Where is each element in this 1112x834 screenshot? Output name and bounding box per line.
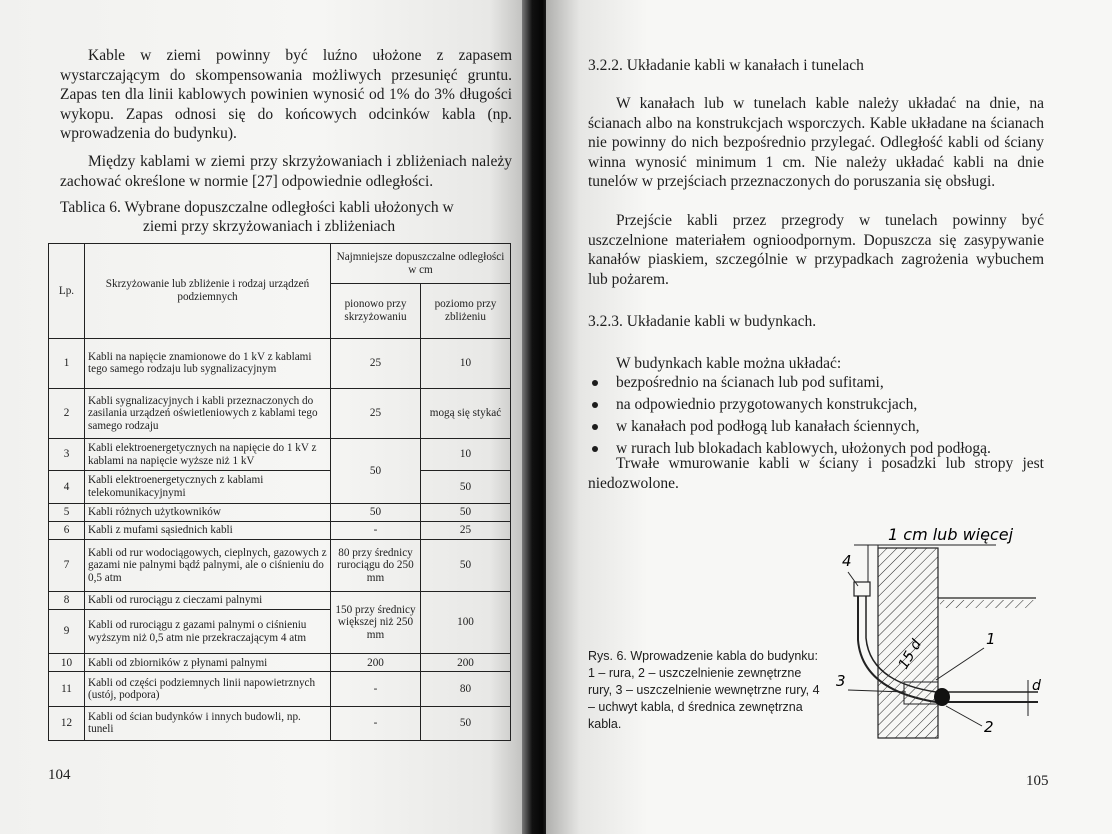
cell-description: Kabli od rurociągu z cieczami palnymi <box>85 592 331 610</box>
cell-horizontal: 80 <box>421 672 511 706</box>
cell-lp: 10 <box>49 654 85 672</box>
cell-description: Kabli od ścian budynków i innych budowli, np. tuneli <box>85 706 331 740</box>
cell-lp: 11 <box>49 672 85 706</box>
table-row <box>49 539 511 591</box>
cell-horizontal: 10 <box>421 439 511 471</box>
section-title-channels: 3.2.2. Układanie kabli w kanałach i tunelach <box>588 57 864 74</box>
cell-lp: 4 <box>49 471 85 503</box>
cell-horizontal: 200 <box>421 654 511 672</box>
cell-vertical: 50 <box>331 503 421 521</box>
cell-description: Kabli sygnalizacyjnych i kabli przeznaczonych do zasilania urządzeń oświetleniowych z kablami tego samego rodzaju <box>85 388 331 438</box>
header-horizontal: poziomo przy zbliżeniu <box>421 284 511 338</box>
table-row <box>49 338 511 388</box>
cell-lp: 9 <box>49 610 85 654</box>
bullet-list <box>588 372 1044 460</box>
cell-vertical: 150 przy średnicy większej niż 250 mm <box>331 592 421 654</box>
cell-lp: 6 <box>49 521 85 539</box>
cell-lp: 1 <box>49 338 85 388</box>
cell-horizontal: mogą się stykać <box>421 388 511 438</box>
table-row <box>49 592 511 610</box>
page-number-right: 105 <box>1026 773 1049 789</box>
cell-description: Kabli na napięcie znamionowe do 1 kV z kablami tego samego rodzaju lub sygnalizacyjnym <box>85 338 331 388</box>
header-vertical: pionowo przy skrzyżowaniu <box>331 284 421 338</box>
section-title-buildings: 3.2.3. Układanie kabli w budynkach. <box>588 313 817 330</box>
label-top-dimension: 1 cm lub więcej <box>888 525 1014 544</box>
cell-horizontal: 50 <box>421 471 511 503</box>
leader-4 <box>848 572 858 586</box>
cell-description: Kabli elektroenergetycznych na napięcie do 1 kV z kablami na napięcie wyższe niż 1 kV <box>85 439 331 471</box>
cell-horizontal: 50 <box>421 503 511 521</box>
label-4: 4 <box>842 552 852 570</box>
figure-caption: Rys. 6. Wprowadzenie kabla do budynku: 1 – rura, 2 – uszczelnienie zewnętrzne rury, 3 – uszczelnienie wewnętrzne rury, 4 – uchwyt kabla, d średnica zewnętrzna kabla. <box>588 649 820 731</box>
cell-description: Kabli z mufami sąsiednich kabli <box>85 521 331 539</box>
cell-horizontal: 10 <box>421 338 511 388</box>
table-row <box>49 706 511 740</box>
cell-vertical: 50 <box>331 439 421 503</box>
cell-vertical: - <box>331 521 421 539</box>
table-row <box>49 503 511 521</box>
page-number-left: 104 <box>48 767 71 783</box>
label-2: 2 <box>984 718 994 736</box>
cell-description: Kabli od rur wodociągowych, cieplnych, gazowych z gazami nie palnymi bądź palnymi, ale o ciśnieniu do 0,5 atm <box>85 539 331 591</box>
label-1: 1 <box>986 630 996 648</box>
cell-description: Kabli różnych użytkowników <box>85 503 331 521</box>
paragraph-partitions: Przejście kabli przez przegrody w tunelach powinny być uszczelnione materiałem ognioodpornym. Dopuszcza się zasypywanie kanałów piaskiem, szczególnie w przypadkach zagrożenia wybuchem lub pożarem. <box>588 212 1044 288</box>
cell-vertical: - <box>331 706 421 740</box>
cell-vertical: 200 <box>331 654 421 672</box>
table-row <box>49 471 511 503</box>
cell-horizontal: 100 <box>421 592 511 654</box>
header-description: Skrzyżowanie lub zbliżenie i rodzaj urządzeń podziemnych <box>85 244 331 339</box>
list-item: w rurach lub blokadach kablowych, ułożonych pod podłogą. <box>588 438 1044 460</box>
ground-hatch <box>940 600 1034 608</box>
cell-description: Kabli od zbiorników z płynami palnymi <box>85 654 331 672</box>
distance-table <box>48 243 511 741</box>
cable-entry-diagram <box>806 520 1056 742</box>
outer-seal <box>934 688 950 706</box>
cell-description: Kabli elektroenergetycznych z kablami telekomunikacyjnymi <box>85 471 331 503</box>
cell-lp: 12 <box>49 706 85 740</box>
paragraph-channels: W kanałach lub w tunelach kable należy układać na dnie, na ścianach albo na konstrukcjach wsporczych. Kable układane na ścianach nie powinny do nich bezpośrednio przylegać. Odległość kabli od ściany winna wynosić minimum 1 cm. Nie należy układać kabli na dnie tunelów w przejściach przeznaczonych do poruszania się obsługi. <box>588 95 1044 190</box>
table-caption-line-1: Tablica 6. Wybrane dopuszczalne odległości kabli ułożonych w <box>60 199 454 216</box>
header-lp: Lp. <box>49 244 85 339</box>
cell-description: Kabli od części podziemnych linii napowietrznych (ustój, podpora) <box>85 672 331 706</box>
leader-2 <box>946 706 982 726</box>
cell-horizontal: 25 <box>421 521 511 539</box>
list-item: bezpośrednio na ścianach lub pod sufitami, <box>588 372 1044 394</box>
table-row <box>49 672 511 706</box>
table-row <box>49 388 511 438</box>
label-d: d <box>1032 678 1041 694</box>
label-15d: 15 d <box>895 637 926 672</box>
cell-vertical: 25 <box>331 338 421 388</box>
cell-vertical: 25 <box>331 388 421 438</box>
table-header-row <box>49 244 511 284</box>
table-row <box>49 654 511 672</box>
cell-lp: 7 <box>49 539 85 591</box>
list-item: w kanałach pod podłogą lub kanałach ściennych, <box>588 416 1044 438</box>
cell-lp: 2 <box>49 388 85 438</box>
cell-vertical: 80 przy średnicy rurociągu do 250 mm <box>331 539 421 591</box>
paragraph-cable-slack: Kable w ziemi powinny być luźno ułożone z zapasem wystarczającym do skompensowania możliwych przesunięć gruntu. Zapas ten dla linii kablowych powinien wynosić od 1% do 3% długości wykopu. Zapas odnosi się do końcowych odcinków kabla (np. wprowadzenia do budynku). <box>60 47 512 142</box>
label-3: 3 <box>836 672 846 690</box>
paragraph-buildings-intro: W budynkach kable można układać: <box>616 355 842 372</box>
leader-1 <box>936 648 984 680</box>
cell-lp: 5 <box>49 503 85 521</box>
header-distances: Najmniejsze dopuszczalne odległości w cm <box>331 244 511 284</box>
cell-vertical: - <box>331 672 421 706</box>
left-page <box>0 0 532 834</box>
table-row <box>49 521 511 539</box>
cell-lp: 8 <box>49 592 85 610</box>
table-row <box>49 439 511 471</box>
cell-horizontal: 50 <box>421 706 511 740</box>
list-item: na odpowiednio przygotowanych konstrukcjach, <box>588 394 1044 416</box>
table-caption-line-2: ziemi przy skrzyżowaniach i zbliżeniach <box>143 218 396 235</box>
cell-lp: 3 <box>49 439 85 471</box>
cell-description: Kabli od rurociągu z gazami palnymi o ciśnieniu wyższym niż 0,5 atm nie przekraczającym 4 atm <box>85 610 331 654</box>
paragraph-cable-distances: Między kablami w ziemi przy skrzyżowaniach i zbliżeniach należy zachować określone w normie [27] odpowiednie odległości. <box>60 153 512 190</box>
cell-horizontal: 50 <box>421 539 511 591</box>
paragraph-closing: Trwałe wmurowanie kabli w ściany i posadzki lub stropy jest niedozwolone. <box>588 455 1044 492</box>
